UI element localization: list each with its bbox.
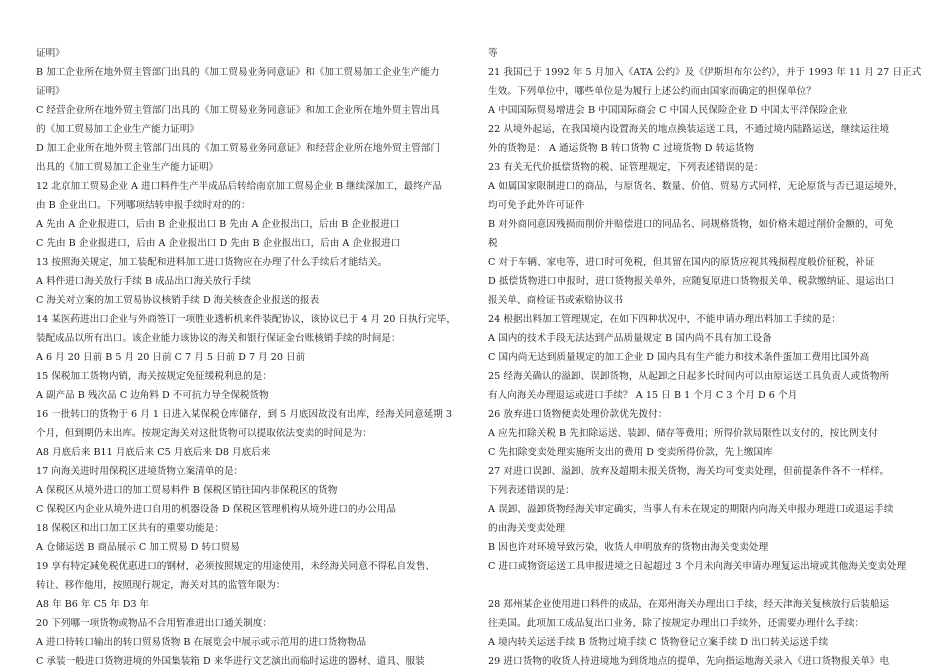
- text-line: A 进口待转口输出的转口贸易货物 B 在展览会中展示或示范用的进口货物物品: [36, 637, 367, 648]
- text-line: 下列表述错误的是：: [488, 485, 575, 496]
- text-line: C 经营企业所在地外贸主管部门出具的《加工贸易业务同意证》和加工企业所在地外贸主管出具: [36, 105, 440, 116]
- text-line: A8 年 B6 年 C5 年 D3 年: [36, 599, 150, 610]
- text-line: A 保税区从境外进口的加工贸易料件 B 保税区销往国内非保税区的货物: [36, 485, 338, 496]
- text-line: 19 享有特定减免税优惠进口的钢材，必须按照规定的用途使用，未经海关同意不得私自发售、: [36, 561, 436, 572]
- text-line: 13 按照海关规定，加工装配和进料加工进口货物应在办理了什么手续后才能结关。: [36, 257, 388, 268]
- text-line: A8 月底后来 B11 月底后来 C5 月底后来 D8 月底后来: [36, 447, 271, 458]
- text-line: 证明》: [36, 48, 65, 59]
- text-line: B 因也许对环境导致污染，收货人申明放弃的货物由海关变卖处理: [488, 542, 769, 553]
- text-line: 17 向海关进时用保税区进境货物立案清单的是：: [36, 466, 244, 477]
- text-line: 装配成品以所有出口。该企业能力该协议的海关和银行保证金台账核销手续的时间是：: [36, 333, 401, 344]
- text-line: 外的货物是： A 通运货物 B 转口货物 C 过境货物 D 转运货物: [488, 143, 755, 154]
- text-line: C 国内尚无达到质量规定的加工企业 D 国内具有生产能力和技术条件蛋加工费用比国外高: [488, 352, 870, 363]
- text-line: 等: [488, 48, 498, 59]
- text-line: 22 从境外起运，在我国境内设置海关的地点换装运送工具，不通过境内陆路运送，继续运往境: [488, 124, 890, 135]
- text-line: 21 我国已于 1992 年 5 月加入《ATA 公约》及《伊斯坦布尔公约》，并于 1993 年 11 月 27 日正式: [488, 67, 922, 78]
- text-line: 往美国。此项加工成品复出口业务，除了按规定办理出口手续外，还需要办理什么手续：: [488, 618, 865, 629]
- text-line: 28 郑州某企业使用进口料件的成品，在郑州海关办理出口手续，经天津海关复核放行后装船运: [488, 599, 890, 610]
- text-line: 24 根据出料加工管理规定，在如下四种状况中，不能申请办理出料加工手续的是：: [488, 314, 841, 325]
- text-line: A 如属国家限制进口的商品，与原货名、数量、价值、贸易方式同样，无论原货与否已退运境外，: [488, 181, 904, 192]
- text-line: 18 保税区和出口加工区共有的重要功能是：: [36, 523, 224, 534]
- text-line: C 进口或物资运送工具申报进境之日起超过 3 个月未向海关申请办理复运出境或其他海关变卖处理: [488, 561, 907, 572]
- text-line: 23 有关无代价抵偿货物的税、证管理规定，下列表述错误的是：: [488, 162, 764, 173]
- text-line: A 中国国际贸易增进会 B 中国国际商会 C 中国人民保险企业 D 中国太平洋保险企业: [488, 105, 848, 116]
- text-line: 20 下列哪一项货物或物品不合用暂准进出口通关制度：: [36, 618, 272, 629]
- text-line: 15 保税加工货物内销，海关按规定免征缓税利息的是：: [36, 371, 272, 382]
- text-line: A 仓储运送 B 商品展示 C 加工贸易 D 转口贸易: [36, 542, 240, 553]
- text-line: C 先由 B 企业报进口，后由 A 企业报出口 D 先由 B 企业报出口，后由 A 企业报进口: [36, 238, 401, 249]
- text-line: 12 北京加工贸易企业 A 进口料件生产半成品后转给南京加工贸易企业 B 继续深加工，最终产品: [36, 181, 442, 192]
- text-line: 的《加工贸易加工企业生产能力证明》: [36, 124, 200, 135]
- text-line: 27 对进口误卸、溢卸、放弃及超期未报关货物，海关均可变卖处理，但前提条件各不一样样。: [488, 466, 890, 477]
- text-line: 由 B 企业出口。下列哪项结转申报手续时对的的：: [36, 200, 251, 211]
- text-line: 生效。下列单位中，哪些单位是为履行上述公约而由国家而确定的担保单位？: [488, 86, 816, 97]
- text-line: C 海关对立案的加工贸易协议核销手续 D 海关核查企业报送的报表: [36, 295, 320, 306]
- text-line: A 国内的技术手段无法达到产品质量规定 B 国内尚不具有加工设备: [488, 333, 772, 344]
- text-line: D 加工企业所在地外贸主管部门出具的《加工贸易业务同意证》和经营企业所在地外贸主管部门: [36, 143, 441, 154]
- text-line: D 抵偿货物进口申报时，进口货物报关单外，应随复原进口货物报关单、税款缴纳证、退运出口: [488, 276, 895, 287]
- text-line: 有人向海关办理退运或进口手续？ A 15 日 B 1 个月 C 3 个月 D 6 个月: [488, 390, 798, 401]
- text-line: 均可免予此外许可证件: [488, 200, 585, 211]
- text-line: 14 某医药进出口企业与外商签订一项胜业透析机来件装配协议，该协议已于 4 月 20 日执行完毕，: [36, 314, 456, 325]
- text-line: C 对于车辆、家电等，进口时可免税，但其留在国内的原货应视其残损程度般价征税，补证: [488, 257, 875, 268]
- text-line: 证明》: [36, 86, 65, 97]
- text-line: B 对外商同意因残损而削价并赔偿进口的同品名、同规格货物，如价格未超过削价金额的，可免: [488, 219, 894, 230]
- text-line: 25 经海关确认的溢卸、误卸货物，从起卸之日起多长时间内可以由原运送工具负责人或货物所: [488, 371, 890, 382]
- text-line: 税: [488, 238, 498, 249]
- text-line: 转让、移作他用，按照现行规定，海关对其的监管年限为：: [36, 580, 286, 591]
- text-line: A 先由 A 企业报进口，后由 B 企业报出口 B 先由 A 企业报出口，后由 B 企业报进口: [36, 219, 400, 230]
- right-column: [488, 44, 928, 671]
- text-line: C 承装一般进口货物进境的外国集装箱 D 来华进行文艺演出而临时运进的器材、道具、服装: [36, 656, 425, 667]
- text-line: A 境内转关运送手续 B 货物过境手续 C 货物登记立案手续 D 出口转关运送手续: [488, 637, 829, 648]
- text-line: A 误卸、溢卸货物经海关审定确实，当事人有未在规定的期限内向海关申报办理进口或退运手续: [488, 504, 894, 515]
- text-line: A 应先扣除关税 B 先扣除运送、装卸、储存等费用；所得价款局限性以支付的，按比例支付: [488, 428, 878, 439]
- text-line: 个月，但到期仍未出库。按规定海关对这批货物可以提取依法变卖的时间是为：: [36, 428, 372, 439]
- text-line: 29 进口货物的收货人持进境地为到货地点的提单，先向指运地海关录入《进口货物报关单》电: [488, 656, 890, 667]
- text-line: C 先扣除变卖处理实施所支出的费用 D 变卖所得价款，先上缴国库: [488, 447, 773, 458]
- text-line: C 保税区内企业从境外进口自用的机器设备 D 保税区管理机构从境外进口的办公用品: [36, 504, 396, 515]
- text-line: A 6 月 20 日前 B 5 月 20 日前 C 7 月 5 日前 D 7 月 20 日前: [36, 352, 306, 363]
- left-column: [36, 44, 476, 671]
- text-line: 的由海关变卖处理: [488, 523, 566, 534]
- text-line: A 副产品 B 残次品 C 边角料 D 不可抗力导全保税货物: [36, 390, 269, 401]
- text-line: 26 放弃进口货物便卖处理价款优先拨付：: [488, 409, 668, 420]
- text-line: 16 一批转口的货物于 6 月 1 日进入某保税仓库储存，到 5 月底因故没有出库，经海关同意延期 3: [36, 409, 452, 420]
- text-line: 出具的《加工贸易加工企业生产能力证明》: [36, 162, 219, 173]
- text-line: A 料件进口海关放行手续 B 成品出口海关放行手续: [36, 276, 252, 287]
- text-line: [488, 576, 928, 595]
- text-line: B 加工企业所在地外贸主管部门出具的《加工贸易业务同意证》和《加工贸易加工企业生产能力: [36, 67, 440, 78]
- text-line: 报关单、商检证书或索赔协议书: [488, 295, 624, 306]
